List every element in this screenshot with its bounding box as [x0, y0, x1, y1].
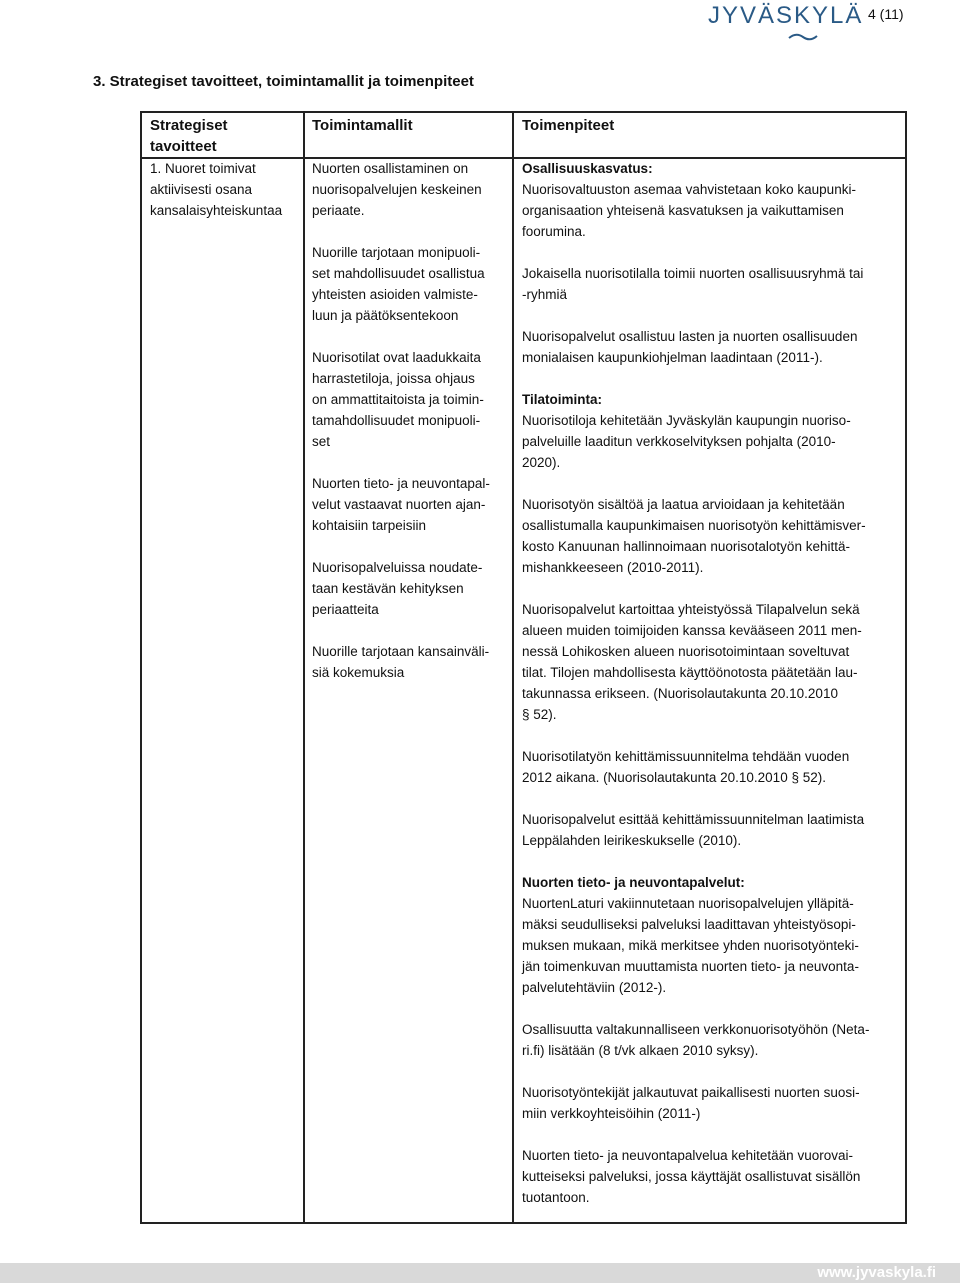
footer-bar — [0, 1263, 960, 1283]
measure-item: Nuorisopalvelut kartoittaa yhteistyössä Tilapalvelun sekä alueen muiden toimijoiden kanssa kevääseen 2011 men- nessä Lohikosken alueen nuorisotoimintaan soveltuvat tilat. Tilojen mahdollisesta käyttöönotosta päätetään lau- takunnassa erikseen. (Nuorisolautakunta 20.10.2010 § 52). — [522, 602, 862, 722]
measure-item: Nuorisotyöntekijät jalkautuvat paikallisesti nuorten suosi- miin verkkoyhteisöihin (2011-) — [522, 1085, 860, 1121]
header-strategiset-tavoitteet: Strategiset tavoitteet — [150, 117, 228, 155]
subheading-osallisuuskasvatus: Osallisuuskasvatus: — [522, 161, 653, 176]
measures-cell — [522, 158, 902, 1229]
model-item: Nuorten tieto- ja neuvontapal- velut vastaavat nuorten ajan- kohtaisiin tarpeisiin — [312, 476, 490, 533]
measure-item: Nuorisopalvelut osallistuu lasten ja nuorten osallisuuden monialaisen kaupunkiohjelman laadintaan (2011-). — [522, 329, 858, 365]
header-toimintamallit: Toimintamallit — [312, 117, 413, 134]
measure-item: Nuorisovaltuuston asemaa vahvistetaan koko kaupunki- organisaation yhteisenä kasvatuksen ja vaikuttamisen foorumina. — [522, 182, 856, 239]
section-heading: 3. Strategiset tavoitteet, toimintamallit ja toimenpiteet — [93, 73, 474, 90]
measure-item: Osallisuutta valtakunnalliseen verkkonuorisotyöhön (Neta- ri.fi) lisätään (8 t/vk alkaen 2010 syksy). — [522, 1022, 870, 1058]
header-toimenpiteet: Toimenpiteet — [522, 117, 615, 134]
model-item: Nuorille tarjotaan kansainväli- siä kokemuksia — [312, 644, 490, 680]
jyvaskyla-logo — [708, 2, 864, 44]
model-item: Nuorisopalveluissa noudate- taan kestävän kehityksen periaatteita — [312, 560, 483, 617]
subheading-tilatoiminta: Tilatoiminta: — [522, 392, 603, 407]
model-item: Nuorille tarjotaan monipuoli- set mahdollisuudet osallistua yhteisten asioiden valmiste- luun ja päätöksentekoon — [312, 245, 485, 323]
subheading-tieto-neuvonta: Nuorten tieto- ja neuvontapalvelut: — [522, 875, 745, 890]
measure-item: NuortenLaturi vakiinnutetaan nuorisopalvelujen ylläpitä- mäksi seudulliseksi palveluksi laadittavan yhteistyösopi- muksen mukaan, mikä merkitsee yhden nuorisotyönteki- jän toimenkuvan muuttamista nuorten tieto- ja neuvonta- palvelutehtäviin (2012-). — [522, 896, 859, 995]
footer-url: www.jyvaskyla.fi — [817, 1264, 936, 1281]
measure-item: Nuorisotyön sisältöä ja laatua arvioidaan ja kehitetään osallistumalla kaupunkimaisen nuorisotyön kehittämisver- kosto Kanuunan hallinnoimaan nuorisotalotyön kehittä- mishankkeeseen (2010-2011). — [522, 497, 866, 575]
column-divider — [303, 113, 305, 1222]
operating-models-cell — [312, 158, 510, 704]
strategy-table — [140, 111, 907, 1224]
model-item: Nuorten osallistaminen on nuorisopalvelujen keskeinen periaate. — [312, 161, 482, 218]
measure-item: Nuorten tieto- ja neuvontapalvelua kehitetään vuorovai- kutteiseksi palveluksi, jossa käyttäjät osallistuvat sisällön tuotantoon. — [522, 1148, 861, 1205]
measure-item: Nuorisotiloja kehitetään Jyväskylän kaupungin nuoriso- palveluille laaditun verkkoselvityksen pohjalta (2010- 2020). — [522, 413, 851, 470]
wave-icon — [788, 32, 818, 42]
measure-item: Jokaisella nuorisotilalla toimii nuorten osallisuusryhmä tai -ryhmiä — [522, 266, 864, 302]
measure-item: Nuorisotilatyön kehittämissuunnitelma tehdään vuoden 2012 aikana. (Nuorisolautakunta 20.10.2010 § 52). — [522, 749, 850, 785]
column-divider — [512, 113, 514, 1222]
logo-wordmark: JYVÄSKYLÄ — [708, 2, 864, 29]
page-number: 4 (11) — [868, 6, 904, 22]
goal-cell: 1. Nuoret toimivat aktiivisesti osana kansalaisyhteiskuntaa — [150, 161, 283, 218]
measure-item: Nuorisopalvelut esittää kehittämissuunnitelman laatimista Leppälahden leirikeskukselle (2010). — [522, 812, 865, 848]
model-item: Nuorisotilat ovat laadukkaita harrastetiloja, joissa ohjaus on ammattitaitoista ja toimin- tamahdollisuudet monipuoli- set — [312, 350, 484, 449]
